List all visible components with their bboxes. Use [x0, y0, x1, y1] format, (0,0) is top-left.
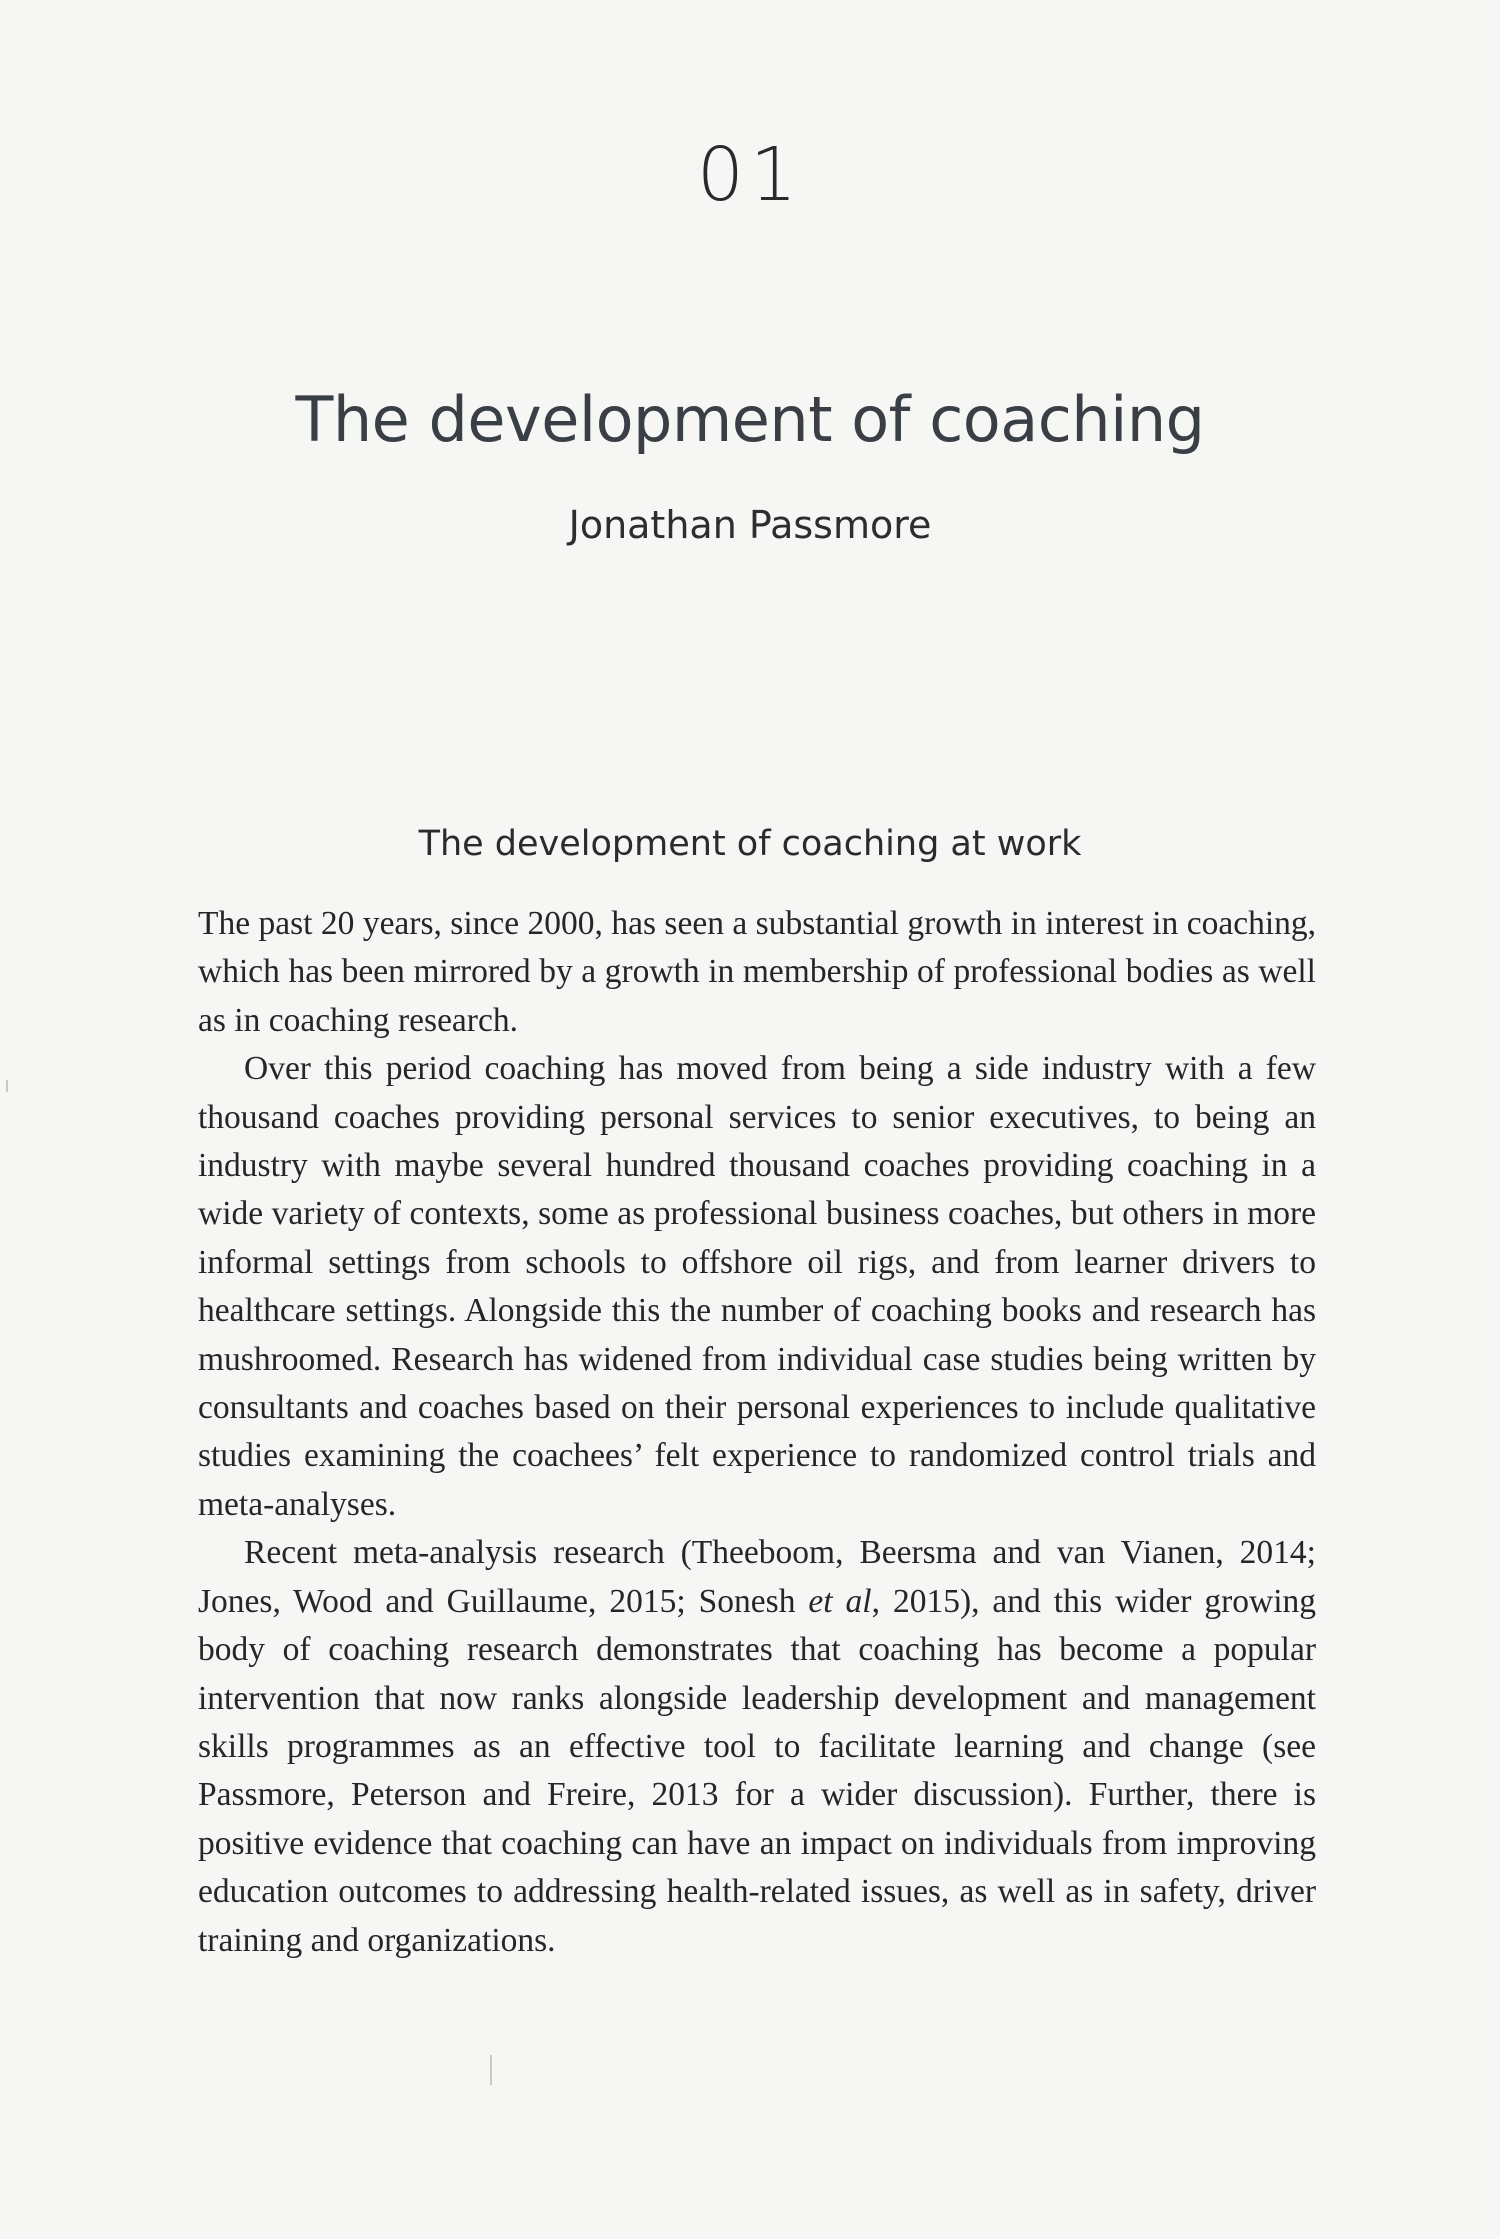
scan-artifact-line: [6, 1080, 8, 1092]
chapter-title: The development of coaching: [295, 383, 1205, 456]
chapter-number: 01: [696, 132, 804, 218]
scan-artifact-line: [490, 2055, 492, 2085]
section-heading: The development of coaching at work: [418, 824, 1082, 864]
chapter-author: Jonathan Passmore: [568, 503, 932, 547]
paragraph-1: The past 20 years, since 2000, has seen a substantial growth in interest in coaching, which has been mirrored by a growth in membership of professional bodies as well as in coaching research.: [198, 905, 1316, 1039]
body-text: [198, 900, 1316, 1965]
paragraph-3-text-b: , 2015), and this wider growing body of coaching research demonstrates that coaching has become a popular intervention that now ranks alongside leadership development and management skills programmes as an effective tool to facilitate learning and change (see Passmore, Peterson and Freire, 2013 for a wider discussion). Further, there is positive evidence that coaching can have an impact on individuals from improving education outcomes to addressing health-related issues, as well as in safety, driver training and organizations.: [198, 1582, 1317, 1959]
paragraph-3-text-a: Recent meta-analysis research (Theeboom, Beersma and van Vianen, 2014; Jones, Wood and Guillaume, 2015; Sonesh: [198, 1534, 1316, 1620]
paragraph-3: [198, 1529, 1316, 1965]
paragraph-2: Over this period coaching has moved from being a side industry with a few thousand coaches providing personal services to senior executives, to being an industry with maybe several hundred thousand coaches providing coaching in a wide variety of contexts, some as professional business coaches, but others in more informal settings from schools to offshore oil rigs, and from learner drivers to healthcare settings. Alongside this the number of coaching books and research has mushroomed. Research has widened from individual case studies being written by consultants and coaches based on their personal experiences to include qualitative studies examining the coachees’ felt experience to randomized control trials and meta-analyses.: [198, 1050, 1316, 1523]
paragraph-3-italic: et al: [808, 1582, 872, 1620]
